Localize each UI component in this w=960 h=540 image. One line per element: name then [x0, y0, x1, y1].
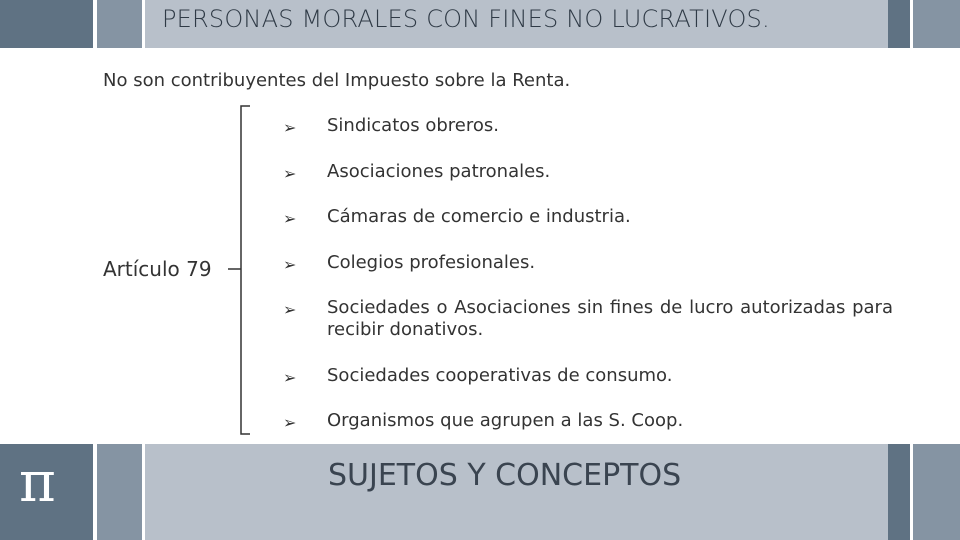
- footer-title: SUJETOS Y CONCEPTOS: [328, 458, 682, 493]
- list-item: Cámaras de comercio e industria.: [327, 206, 631, 227]
- header-block-left: [0, 0, 93, 48]
- footer-block-left-2: [97, 444, 142, 540]
- intro-text: No son contribuyentes del Impuesto sobre la Renta.: [103, 70, 571, 91]
- arrowhead-bullet-icon: ➢: [283, 300, 297, 319]
- logo-box: [0, 444, 93, 540]
- list-item: Sindicatos obreros.: [327, 115, 499, 136]
- footer-block-right-1: [888, 444, 910, 540]
- slide-title-bar: [145, 0, 888, 48]
- arrowhead-bullet-icon: ➢: [283, 413, 297, 432]
- article-label: Artículo 79: [103, 257, 212, 281]
- footer-block-right-2: [913, 444, 960, 540]
- bracket-icon: [225, 100, 255, 440]
- header-block-right-2: [913, 0, 960, 48]
- footer-bar: [145, 444, 888, 540]
- arrowhead-bullet-icon: ➢: [283, 118, 297, 137]
- list-item: Colegios profesionales.: [327, 252, 536, 273]
- slide-title: PERSONAS MORALES CON FINES NO LUCRATIVOS.: [162, 5, 770, 33]
- arrowhead-bullet-icon: ➢: [283, 368, 297, 387]
- arrowhead-bullet-icon: ➢: [283, 255, 297, 274]
- header-block-right-1: [888, 0, 910, 48]
- pi-logo-icon: π: [19, 450, 56, 515]
- list-item: Asociaciones patronales.: [327, 161, 551, 182]
- header-block-left-2: [97, 0, 142, 48]
- list-item: Organismos que agrupen a las S. Coop.: [327, 410, 684, 431]
- list-item: Sociedades o Asociaciones sin fines de lucro autorizadas para recibir donativos.: [327, 297, 893, 340]
- list-item: Sociedades cooperativas de consumo.: [327, 365, 673, 386]
- arrowhead-bullet-icon: ➢: [283, 164, 297, 183]
- arrowhead-bullet-icon: ➢: [283, 209, 297, 228]
